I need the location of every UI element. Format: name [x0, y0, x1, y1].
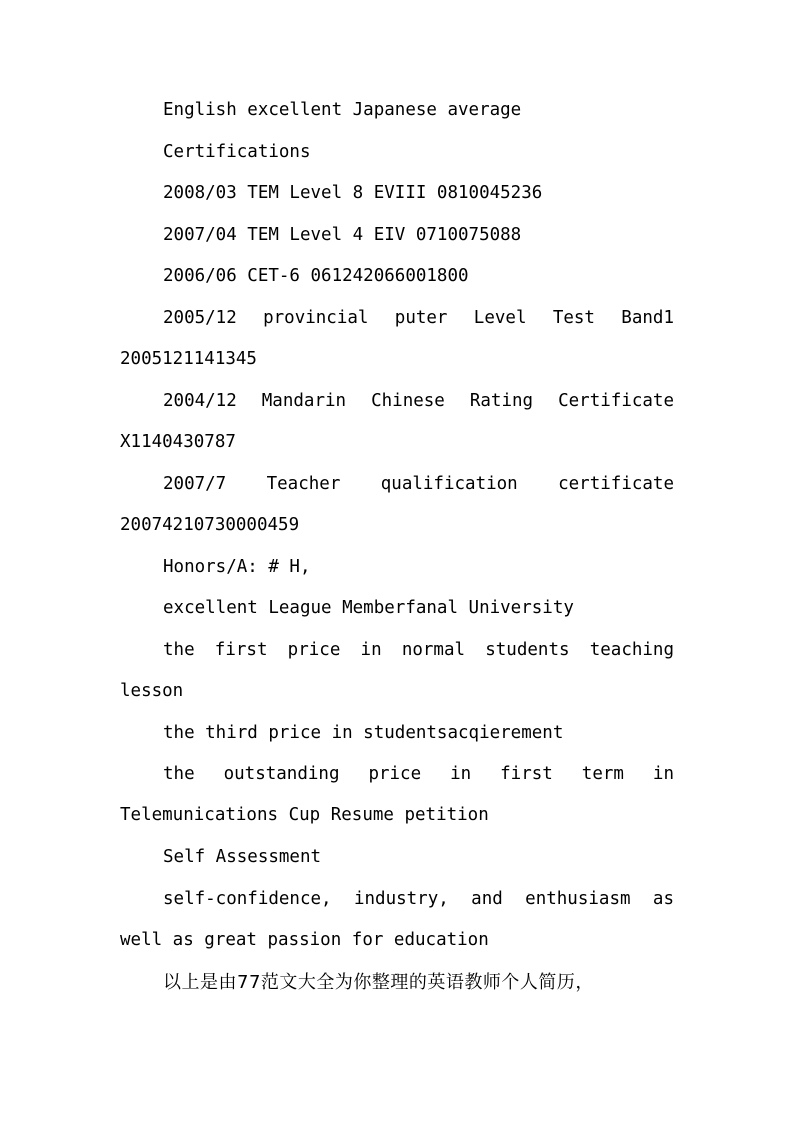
certification-mandarin: 2004/12 Mandarin Chinese Rating Certificate X1140430787 — [120, 391, 674, 452]
certification-teacher-qualification: 2007/7 Teacher qualification certificate 20074210730000459 — [120, 474, 674, 535]
honor-resume-competition: the outstanding price in first term in Telemunications Cup Resume petition — [120, 764, 674, 825]
language-skills-line: English excellent Japanese average — [163, 100, 522, 120]
honors-heading: Honors/A: # H, — [163, 557, 311, 577]
honor-teaching-lesson: the first price in normal students teaching lesson — [120, 640, 674, 701]
closing-note: 以上是由77范文大全为你整理的英语教师个人简历， — [163, 972, 594, 993]
honor-student-achievement: the third price in studentsacqierement — [163, 723, 564, 743]
self-assessment-text: self-confidence, industry, and enthusiasm as well as great passion for education — [120, 889, 674, 950]
certification-cet6: 2006/06 CET-6 061242066001800 — [163, 266, 469, 286]
honor-league-member: excellent League Memberfanal University — [163, 598, 574, 618]
self-assessment-heading: Self Assessment — [163, 847, 322, 867]
certifications-heading: Certifications — [163, 142, 311, 162]
certification-computer-test: 2005/12 provincial puter Level Test Band1 2005121141345 — [120, 308, 674, 369]
certification-tem8: 2008/03 TEM Level 8 EVIII 0810045236 — [163, 183, 543, 203]
certification-tem4: 2007/04 TEM Level 4 EIV 0710075088 — [163, 225, 522, 245]
